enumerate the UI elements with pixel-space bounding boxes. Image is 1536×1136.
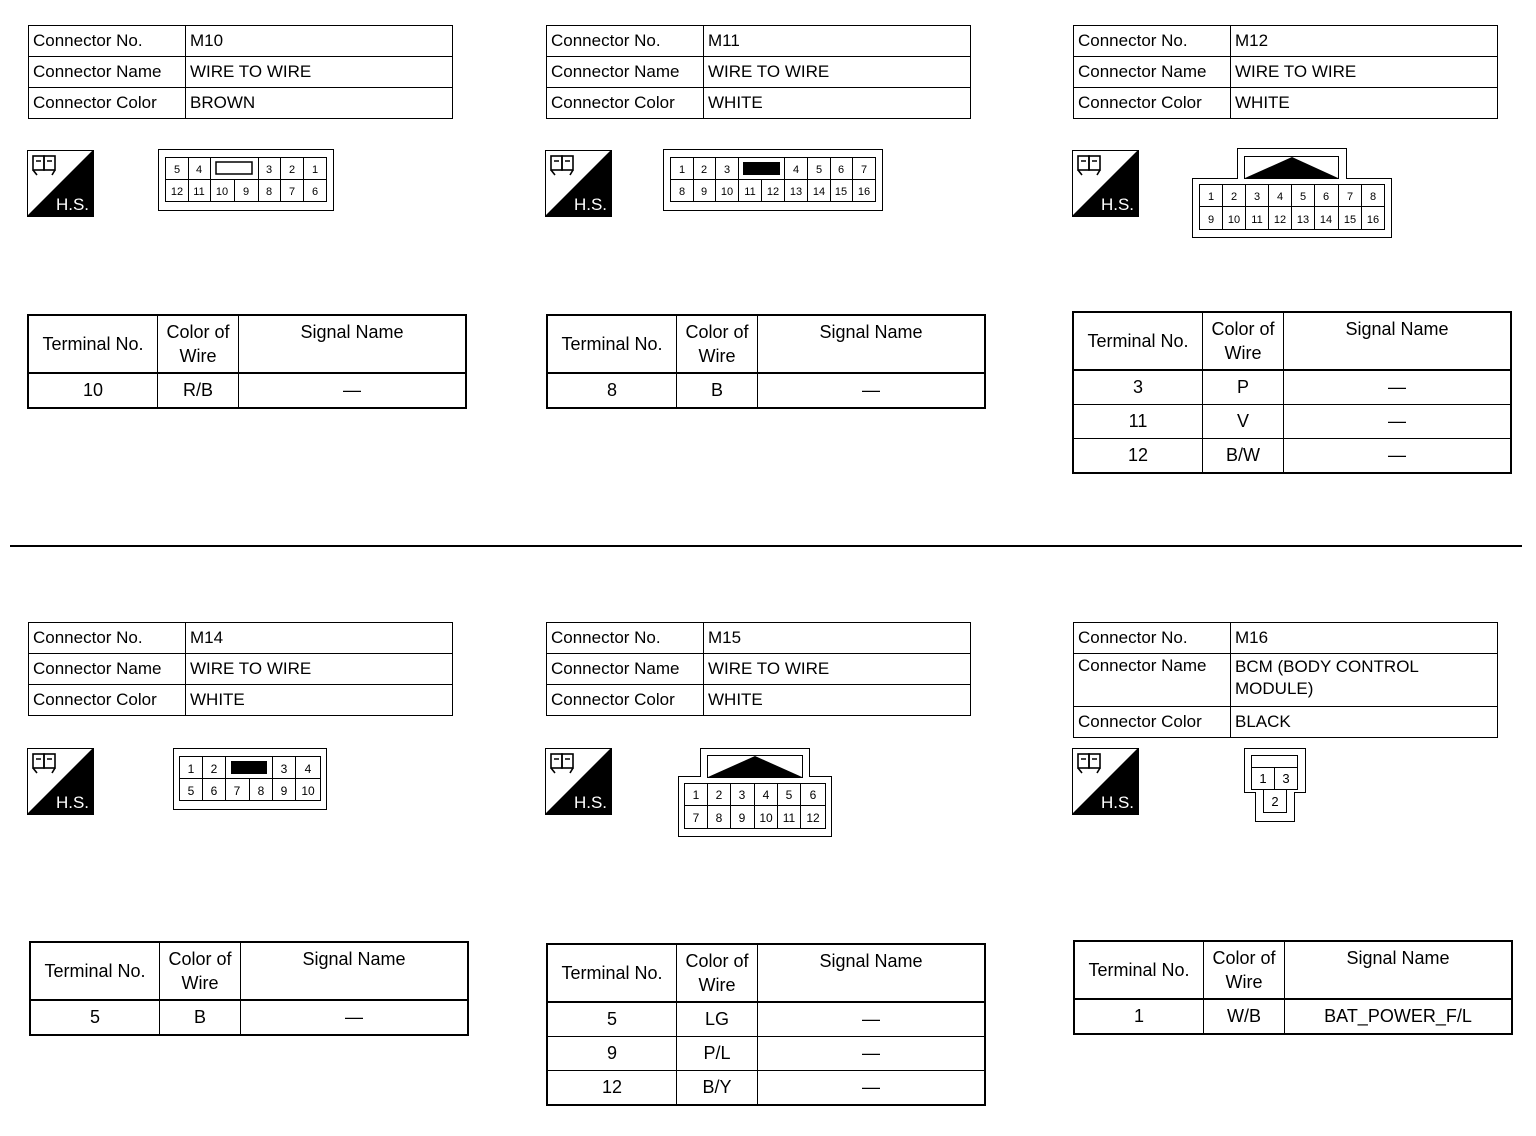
pin-label: 6	[311, 186, 319, 198]
pin-label: 8	[1369, 191, 1377, 203]
pin-label: 3	[265, 164, 273, 176]
pin-label: 1	[692, 788, 700, 802]
signal-name-header: Signal Name	[1285, 941, 1513, 999]
connector-info-m14	[28, 622, 453, 716]
connector-face-m11	[663, 149, 883, 211]
pin-label: 11	[193, 186, 205, 198]
signal-name-header: Signal Name	[241, 942, 469, 1000]
connector-no-label: Connector No.	[547, 26, 704, 57]
wire-color-cell: B	[160, 1000, 241, 1035]
connector-name-value: WIRE TO WIRE	[186, 654, 453, 685]
connector-face-m16	[1244, 748, 1306, 822]
connector-face-m12	[1192, 148, 1392, 238]
signal-name-header: Signal Name	[1284, 312, 1512, 370]
section-divider	[10, 545, 1522, 547]
connector-color-value: WHITE	[704, 685, 971, 716]
pin-label: 1	[678, 164, 686, 176]
hs-label: H.S.	[1100, 793, 1134, 812]
pin-label: 11	[1251, 214, 1263, 226]
wire-color-header: Color of Wire	[1204, 941, 1285, 999]
terminal-no-header: Terminal No.	[30, 942, 160, 1000]
pin-label: 7	[288, 186, 296, 198]
terminal-no-header: Terminal No.	[1074, 941, 1204, 999]
pin-label: 9	[242, 186, 250, 198]
connector-color-value: BROWN	[186, 88, 453, 119]
pin-label: 6	[809, 788, 817, 802]
signal-name-cell: BAT_POWER_F/L	[1285, 999, 1513, 1034]
terminal-no-cell: 1	[1074, 999, 1204, 1034]
pin-label: 11	[782, 811, 796, 825]
pin-label: 5	[1299, 191, 1307, 203]
terminal-table-m15	[546, 943, 986, 1106]
wire-color-header: Color of Wire	[677, 944, 758, 1002]
pin-label: 5	[815, 164, 823, 176]
terminal-no-cell: 11	[1073, 405, 1203, 439]
pin-label: 6	[1322, 191, 1330, 203]
pin-label: 15	[1343, 214, 1357, 226]
signal-name-cell: —	[758, 373, 986, 408]
connector-info-m10	[28, 25, 453, 119]
connector-no-value: M12	[1231, 26, 1498, 57]
connector-name-value: WIRE TO WIRE	[1231, 57, 1498, 88]
pin-label: 3	[723, 164, 731, 176]
wire-color-header: Color of Wire	[1203, 312, 1284, 370]
terminal-table-m10	[27, 314, 467, 409]
lock-tab	[216, 162, 252, 174]
pin-label: 8	[257, 784, 265, 798]
pin-label: 10	[759, 811, 773, 825]
pin-label: 7	[692, 811, 700, 825]
pin-label: 1	[1207, 191, 1215, 203]
pin-label: 9	[700, 186, 708, 198]
pin-label: 2	[1271, 794, 1279, 809]
pin-label: 8	[265, 186, 273, 198]
connector-color-label: Connector Color	[547, 685, 704, 716]
connector-name-label: Connector Name	[547, 57, 704, 88]
connector-no-label: Connector No.	[547, 623, 704, 654]
connector-name-value: BCM (BODY CONTROL MODULE)	[1231, 654, 1498, 707]
connector-name-label: Connector Name	[29, 654, 186, 685]
connector-name-value: WIRE TO WIRE	[186, 57, 453, 88]
hs-harness-side-icon	[27, 748, 94, 815]
pin-label: 6	[837, 164, 845, 176]
signal-name-cell: —	[1284, 439, 1512, 474]
hs-harness-side-icon	[1072, 748, 1139, 815]
wire-color-cell: B/W	[1203, 439, 1284, 474]
pin-label: 7	[860, 164, 868, 176]
connector-info-m16	[1073, 622, 1498, 738]
pin-label: 3	[1282, 771, 1290, 786]
connector-info-m11	[546, 25, 971, 119]
hs-harness-side-icon	[545, 748, 612, 815]
hs-harness-side-icon	[27, 150, 94, 217]
table-row	[1074, 999, 1512, 1034]
wire-color-cell: B	[677, 373, 758, 408]
signal-name-cell: —	[758, 1037, 986, 1071]
terminal-no-cell: 12	[1073, 439, 1203, 474]
pin-label: 5	[187, 784, 195, 798]
pin-label: 15	[834, 186, 848, 198]
connector-color-value: BLACK	[1231, 707, 1498, 738]
hs-label: H.S.	[1100, 195, 1134, 214]
pin-label: 4	[1276, 191, 1284, 203]
signal-name-cell: —	[758, 1071, 986, 1106]
table-row	[1073, 370, 1511, 405]
connector-name-label: Connector Name	[29, 57, 186, 88]
connector-no-value: M16	[1231, 623, 1498, 654]
terminal-no-cell: 12	[547, 1071, 677, 1106]
signal-name-cell: —	[1284, 405, 1512, 439]
connector-color-label: Connector Color	[1074, 88, 1231, 119]
hs-label: H.S.	[573, 793, 607, 812]
wire-color-cell: R/B	[158, 373, 239, 408]
table-row	[547, 1002, 985, 1037]
pin-label: 1	[311, 164, 319, 176]
terminal-table-m12	[1072, 311, 1512, 474]
connector-no-label: Connector No.	[1074, 623, 1231, 654]
pin-label: 12	[170, 186, 184, 198]
pin-label: 2	[715, 788, 723, 802]
signal-name-cell: —	[758, 1002, 986, 1037]
connector-no-value: M14	[186, 623, 453, 654]
table-row	[1073, 405, 1511, 439]
connector-color-label: Connector Color	[1074, 707, 1231, 738]
table-row	[547, 1071, 985, 1106]
connector-color-label: Connector Color	[547, 88, 704, 119]
table-row	[547, 373, 985, 408]
table-row	[1073, 439, 1511, 474]
pin-label: 4	[304, 762, 312, 776]
connector-color-value: WHITE	[704, 88, 971, 119]
connector-name-value: WIRE TO WIRE	[704, 654, 971, 685]
pin-label: 13	[789, 186, 803, 198]
pin-label: 12	[806, 811, 820, 825]
wire-color-header: Color of Wire	[158, 315, 239, 373]
wire-color-cell: V	[1203, 405, 1284, 439]
table-row	[547, 1037, 985, 1071]
pin-label: 12	[766, 186, 780, 198]
pin-label: 2	[700, 164, 708, 176]
pin-label: 7	[233, 784, 241, 798]
connector-face-m14	[173, 748, 327, 810]
wire-color-cell: P	[1203, 370, 1284, 405]
pin-label: 4	[195, 164, 203, 176]
pin-label: 3	[738, 788, 746, 802]
pin-label: 11	[744, 186, 756, 198]
pin-label: 5	[785, 788, 793, 802]
pin-label: 9	[1207, 214, 1215, 226]
signal-name-header: Signal Name	[758, 315, 986, 373]
connector-face-m10	[158, 149, 334, 211]
pin-label: 16	[1366, 214, 1380, 226]
pin-label: 12	[1273, 214, 1287, 226]
pin-label: 16	[857, 186, 871, 198]
pin-label: 14	[812, 186, 826, 198]
connector-face-m15	[678, 748, 832, 837]
pin-label: 1	[1259, 771, 1267, 786]
terminal-no-cell: 8	[547, 373, 677, 408]
table-row	[30, 1000, 468, 1035]
terminal-no-header: Terminal No.	[28, 315, 158, 373]
wire-color-cell: P/L	[677, 1037, 758, 1071]
terminal-no-cell: 10	[28, 373, 158, 408]
connector-no-value: M11	[704, 26, 971, 57]
pin-label: 2	[1230, 191, 1238, 203]
signal-name-cell: —	[239, 373, 467, 408]
terminal-no-header: Terminal No.	[547, 944, 677, 1002]
signal-name-cell: —	[241, 1000, 469, 1035]
pin-label: 8	[678, 186, 686, 198]
wire-color-cell: B/Y	[677, 1071, 758, 1106]
pin-label: 4	[792, 164, 800, 176]
pin-label: 2	[210, 762, 218, 776]
hs-label: H.S.	[55, 195, 89, 214]
signal-name-header: Signal Name	[758, 944, 986, 1002]
connector-color-value: WHITE	[1231, 88, 1498, 119]
hs-label: H.S.	[55, 793, 89, 812]
pin-label: 2	[288, 164, 296, 176]
pin-label: 8	[715, 811, 723, 825]
pin-label: 3	[1253, 191, 1261, 203]
connector-name-label: Connector Name	[1074, 57, 1231, 88]
wire-color-header: Color of Wire	[160, 942, 241, 1000]
pin-label: 10	[301, 784, 315, 798]
terminal-no-cell: 5	[30, 1000, 160, 1035]
table-row	[28, 373, 466, 408]
connector-no-label: Connector No.	[1074, 26, 1231, 57]
terminal-table-m11	[546, 314, 986, 409]
wire-color-cell: LG	[677, 1002, 758, 1037]
connector-info-m15	[546, 622, 971, 716]
pin-label: 14	[1319, 214, 1333, 226]
connector-no-value: M10	[186, 26, 453, 57]
pin-label: 3	[280, 762, 288, 776]
connector-name-label: Connector Name	[547, 654, 704, 685]
signal-name-header: Signal Name	[239, 315, 467, 373]
connector-color-label: Connector Color	[29, 88, 186, 119]
pin-label: 1	[187, 762, 195, 776]
connector-no-value: M15	[704, 623, 971, 654]
terminal-table-m16	[1073, 940, 1513, 1035]
pin-label: 10	[1227, 214, 1241, 226]
connector-color-label: Connector Color	[29, 685, 186, 716]
pin-label: 9	[280, 784, 288, 798]
wire-color-cell: W/B	[1204, 999, 1285, 1034]
terminal-no-header: Terminal No.	[1073, 312, 1203, 370]
pin-label: 10	[720, 186, 734, 198]
connector-color-value: WHITE	[186, 685, 453, 716]
pin-label: 13	[1296, 214, 1310, 226]
lock-tab	[231, 761, 267, 774]
hs-label: H.S.	[573, 195, 607, 214]
hs-harness-side-icon	[545, 150, 612, 217]
wire-color-header: Color of Wire	[677, 315, 758, 373]
connector-no-label: Connector No.	[29, 26, 186, 57]
hs-harness-side-icon	[1072, 150, 1139, 217]
connector-info-m12	[1073, 25, 1498, 119]
signal-name-cell: —	[1284, 370, 1512, 405]
terminal-no-cell: 5	[547, 1002, 677, 1037]
pin-label: 4	[762, 788, 770, 802]
connector-name-value: WIRE TO WIRE	[704, 57, 971, 88]
terminal-table-m14	[29, 941, 469, 1036]
pin-label: 7	[1346, 191, 1354, 203]
connector-name-label: Connector Name	[1074, 654, 1231, 707]
connector-no-label: Connector No.	[29, 623, 186, 654]
terminal-no-cell: 9	[547, 1037, 677, 1071]
lock-tab	[743, 162, 780, 175]
pin-label: 5	[173, 164, 181, 176]
terminal-no-cell: 3	[1073, 370, 1203, 405]
pin-label: 10	[215, 186, 229, 198]
pin-label: 6	[210, 784, 218, 798]
terminal-no-header: Terminal No.	[547, 315, 677, 373]
pin-label: 9	[738, 811, 746, 825]
